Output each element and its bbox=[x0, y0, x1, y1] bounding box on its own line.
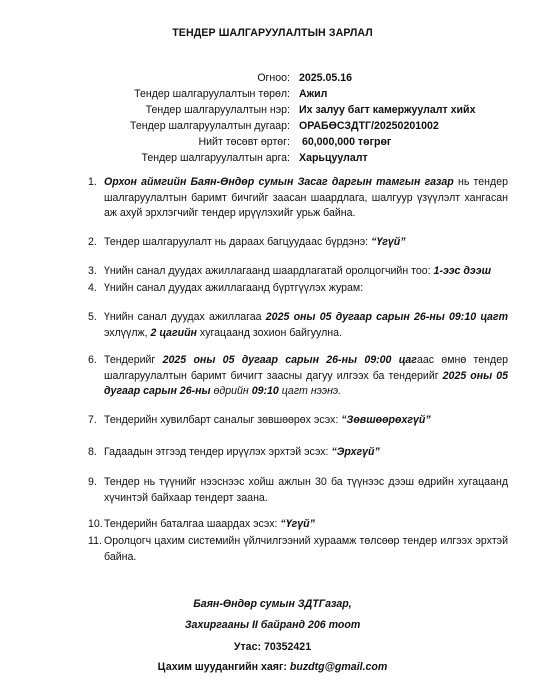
item-value: 2025 оны 05 дугаар сарын 26-ны 09:10 цагт bbox=[265, 311, 509, 323]
meta-row-date bbox=[0, 71, 545, 87]
phone-value: 70352421 bbox=[263, 641, 312, 653]
tender-meta-table bbox=[0, 71, 545, 167]
item-text-part: эхлүүлж, bbox=[104, 326, 151, 339]
item-value: 2025 оны 05 дугаар сарын 26-ны bbox=[104, 369, 509, 397]
meta-value: Их залуу багт камержуулалт хийх bbox=[299, 104, 476, 116]
meta-label: Тендер шалгаруулалтын арга: bbox=[141, 152, 290, 164]
meta-value: Ажил bbox=[299, 88, 328, 100]
item-number: 7. bbox=[88, 414, 97, 426]
item-text bbox=[104, 175, 508, 222]
item-text bbox=[104, 445, 508, 461]
email-link[interactable]: buzdtg@gmail.com bbox=[289, 661, 388, 673]
meta-label: Тендер шалгаруулалтын дугаар: bbox=[130, 120, 290, 132]
email-label: Цахим шуудангийн хаяг: bbox=[157, 661, 290, 673]
item-text-part: Тендерийн хувилбарт саналыг зөвшөөрөх эсэх: bbox=[104, 414, 342, 426]
item-number: 5. bbox=[88, 311, 97, 323]
item-text-part: цагт нээнэ. bbox=[278, 385, 342, 397]
footer-phone bbox=[0, 640, 545, 656]
item-number: 8. bbox=[88, 446, 97, 458]
item-value: 2 цагийн bbox=[150, 326, 197, 339]
footer-address-text: Захиргааны II байранд 206 тоот bbox=[184, 619, 361, 631]
page-title: ТЕНДЕР ШАЛГАРУУЛАЛТЫН ЗАРЛАЛ bbox=[172, 27, 373, 39]
item-value: “Эрхгүй” bbox=[331, 446, 380, 458]
item-text bbox=[104, 264, 524, 280]
item-text bbox=[104, 413, 508, 429]
meta-label: Нийт төсөвт өртөг: bbox=[198, 136, 290, 148]
footer-address bbox=[0, 618, 545, 634]
item-value: “Үгүй” bbox=[371, 236, 406, 248]
meta-label: Тендер шалгаруулалтын нэр: bbox=[145, 104, 290, 116]
meta-row-method bbox=[0, 151, 545, 167]
item-value: “Зөвшөөрөхгүй” bbox=[341, 414, 431, 426]
item-number: 2. bbox=[88, 236, 97, 248]
item-text bbox=[104, 310, 508, 341]
meta-label: Тендер шалгаруулалтын төрөл: bbox=[134, 88, 290, 100]
meta-value: Харьцуулалт bbox=[299, 152, 368, 164]
item-text bbox=[104, 281, 508, 297]
item-value: 1-ээс дээш bbox=[433, 265, 492, 277]
organization-name: Орхон аймгийн Баян-Өндөр сумын Засаг даргын тамгын газар bbox=[104, 176, 454, 188]
item-text-part: Тендер нь түүнийг нээснээс хойш ажлын 30 ба түүнээс дээш өдрийн хугацаанд хүчинтэй байхаар тендерт заана. bbox=[104, 476, 508, 504]
item-text-part: Тендерийн баталгаа шаардах эсэх: bbox=[104, 518, 281, 530]
item-number: 6. bbox=[88, 354, 97, 366]
meta-value: 2025.05.16 bbox=[299, 72, 353, 84]
item-text bbox=[104, 534, 508, 565]
footer-email bbox=[0, 660, 545, 676]
item-text-part: Гадаадын этгээд тендер ирүүлэх эрхтэй эсэх: bbox=[104, 446, 332, 458]
item-number: 10. bbox=[88, 518, 103, 530]
item-number: 3. bbox=[88, 265, 97, 277]
item-text bbox=[104, 235, 508, 251]
item-number: 4. bbox=[88, 282, 97, 294]
item-text-part: өдрийн bbox=[210, 385, 252, 397]
meta-value: 60,000,000 төгрөг bbox=[299, 136, 392, 148]
meta-row-name bbox=[0, 103, 545, 119]
item-text-part: аас өмнө тендер шалгаруулалтын баримт бичигт заасны дагуу илгээх ба тендерийг bbox=[104, 354, 509, 382]
item-text-part: Тендер шалгаруулалт нь дараах багцуудаас бүрдэнэ: bbox=[104, 236, 372, 248]
item-text-part: Оролцогч цахим системийн үйлчилгээний хураамж төлсөөр тендер илгээх эрхтэй байна. bbox=[104, 535, 508, 563]
item-text-part: Үнийн санал дуудах ажиллагаанд бүртгүүлэх журам: bbox=[104, 282, 364, 294]
item-text bbox=[104, 475, 508, 506]
item-text-part: Үнийн санал дуудах ажиллагаа bbox=[104, 311, 266, 323]
item-number: 1. bbox=[88, 176, 97, 188]
item-number: 9. bbox=[88, 476, 97, 488]
item-text bbox=[104, 353, 508, 400]
item-text-part: Тендерийг bbox=[104, 354, 163, 366]
meta-row-type bbox=[0, 87, 545, 103]
item-number: 11. bbox=[88, 535, 102, 547]
item-value: 2025 оны 05 дугаар сарын 26-ны 09:00 цаг bbox=[162, 354, 417, 366]
item-text-part: нь тендер шалгаруулалтын баримт бичгийг заасан шаардлага, шалгуур үзүүлэлт хангасан аж ахуй эрхлэгчийг тендер ирүүлэхийг урьж байна. bbox=[104, 176, 508, 219]
item-text bbox=[104, 517, 508, 533]
item-value: “Үгүй” bbox=[280, 518, 315, 530]
item-value: 09:10 bbox=[251, 385, 279, 397]
meta-value: ОРАБӨСЗДТГ/20250201002 bbox=[299, 120, 439, 132]
meta-label: Огноо: bbox=[257, 72, 290, 84]
footer-organization bbox=[0, 597, 545, 613]
footer-org-text: Баян-Өндөр сумын ЗДТГазар, bbox=[193, 598, 352, 610]
item-text-part: хугацаанд зохион байгуулна. bbox=[196, 326, 342, 339]
item-text-part: Үнийн санал дуудах ажиллагаанд шаардлагатай оролцогчийн тоо: bbox=[104, 265, 434, 277]
meta-row-number bbox=[0, 119, 545, 135]
phone-label: Утас: bbox=[233, 641, 264, 653]
meta-row-budget bbox=[0, 135, 545, 151]
